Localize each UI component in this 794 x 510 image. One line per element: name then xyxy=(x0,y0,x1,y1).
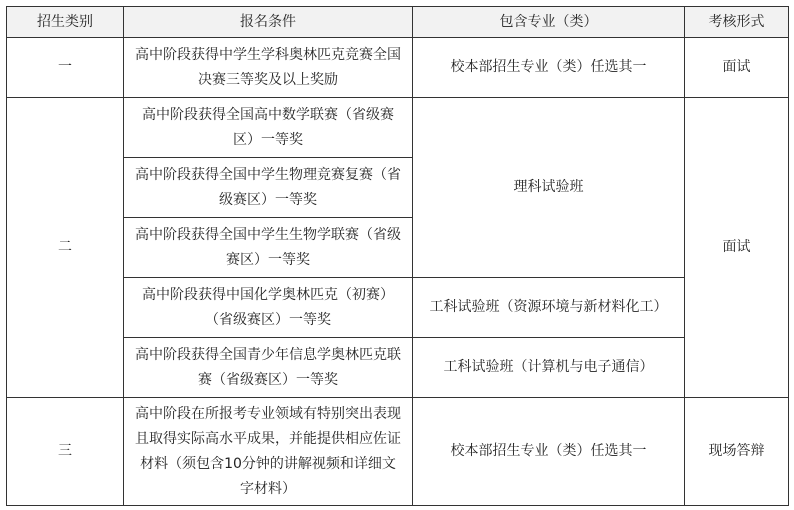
assessment-cell: 面试 xyxy=(685,38,789,98)
majors-cell: 理科试验班 xyxy=(413,98,685,278)
condition-cell: 高中阶段在所报考专业领域有特别突出表现且取得实际高水平成果，并能提供相应佐证材料（须包含10分钟的讲解视频和详细文字材料） xyxy=(124,398,413,506)
condition-cell: 高中阶段获得中学生学科奥林匹克竞赛全国决赛三等奖及以上奖励 xyxy=(124,38,413,98)
table-row xyxy=(7,98,789,158)
admissions-table xyxy=(6,6,789,506)
condition-cell: 高中阶段获得全国高中数学联赛（省级赛区）一等奖 xyxy=(124,98,413,158)
header-conditions: 报名条件 xyxy=(124,7,413,38)
condition-cell: 高中阶段获得中国化学奥林匹克（初赛）（省级赛区）一等奖 xyxy=(124,278,413,338)
condition-cell: 高中阶段获得全国青少年信息学奥林匹克联赛（省级赛区）一等奖 xyxy=(124,338,413,398)
header-category: 招生类别 xyxy=(7,7,124,38)
table-row xyxy=(7,38,789,98)
category-cell: 一 xyxy=(7,38,124,98)
majors-cell: 校本部招生专业（类）任选其一 xyxy=(413,38,685,98)
assessment-cell: 面试 xyxy=(685,98,789,398)
condition-cell: 高中阶段获得全国中学生生物学联赛（省级赛区）一等奖 xyxy=(124,218,413,278)
assessment-cell: 现场答辩 xyxy=(685,398,789,506)
category-cell: 三 xyxy=(7,398,124,506)
header-row xyxy=(7,7,789,38)
table-row xyxy=(7,338,789,398)
majors-cell: 校本部招生专业（类）任选其一 xyxy=(413,398,685,506)
table-row xyxy=(7,278,789,338)
majors-cell: 工科试验班（资源环境与新材料化工） xyxy=(413,278,685,338)
category-cell: 二 xyxy=(7,98,124,398)
condition-cell: 高中阶段获得全国中学生物理竞赛复赛（省级赛区）一等奖 xyxy=(124,158,413,218)
majors-cell: 工科试验班（计算机与电子通信） xyxy=(413,338,685,398)
header-assessment: 考核形式 xyxy=(685,7,789,38)
header-majors: 包含专业（类） xyxy=(413,7,685,38)
table-row xyxy=(7,398,789,506)
